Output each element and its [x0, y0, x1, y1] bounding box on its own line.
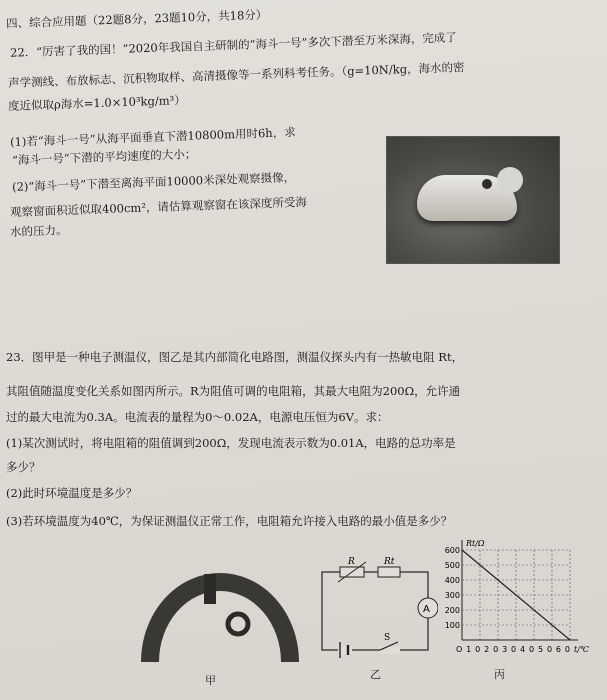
label-R: R: [348, 557, 355, 567]
figure-yi-label: 乙: [370, 668, 381, 681]
q23-sub3: (3)若环境温度为40℃，为保证测温仪正常工作，电阻箱允许接入电路的最小值是多少？: [6, 514, 453, 528]
chart-x-tick-labels: O102030405060: [456, 645, 570, 654]
section-title: 四、综合应用题（22题8分，23题10分，共18分）: [5, 7, 268, 31]
chart-y-label: Rt/Ω: [466, 539, 485, 548]
q23-sub1a: (1)某次测试时，将电阻箱的阻值调到200Ω，发现电流表示数为0.01A，电路的总功率是: [6, 436, 456, 450]
submarine-photo: [386, 136, 560, 264]
q23-line3: 过的最大电流为0.3A。电流表的量程为0～0.02A，电源电压恒为6V。求：: [6, 410, 389, 424]
circuit-wire: [322, 572, 428, 650]
label-Rt: Rt: [384, 557, 395, 567]
y-tick-label: 500: [444, 561, 460, 570]
submarine-sail: [497, 167, 523, 193]
chart-y-ticks: [445, 546, 460, 630]
q22-line3: 度近似取ρ海水=1.0×10³kg/m³）: [7, 92, 186, 114]
thermistor-Rt: [378, 567, 400, 577]
q23-sub2: (2)此时环境温度是多少？: [6, 486, 138, 500]
switch-gap: [380, 646, 400, 654]
chart-x-label: t/℃: [574, 645, 589, 654]
figure-yi-circuit: [318, 556, 438, 666]
y-tick-label: 300: [444, 591, 460, 600]
thermometer-probe: [228, 614, 248, 634]
figure-jia-label: 甲: [205, 674, 216, 687]
thermometer-body: [150, 582, 290, 662]
q22-sub2a: (2)“海斗一号”下潜至离海平面10000米深处观察摄像，: [11, 170, 296, 194]
ammeter-label: A: [423, 604, 430, 615]
q22-sub2b: 观察窗面积近似取400cm²，请估算观察窗在该深度所受海: [9, 194, 308, 220]
label-S: S: [384, 633, 391, 643]
q22-sub2c: 水的压力。: [9, 223, 68, 239]
y-tick-label: 600: [444, 546, 460, 555]
q22-sub1b: “海斗一号”下潜的平均速度的大小；: [11, 146, 197, 168]
figure-bing-chart: [432, 532, 602, 664]
q23-sub1b: 多少？: [6, 460, 41, 474]
q23-line1: 23．图甲是一种电子测温仪，图乙是其内部简化电路图，测温仪探头内有一热敏电阻 Rt，: [6, 350, 464, 364]
y-tick-label: 100: [444, 621, 460, 630]
submarine-window: [482, 179, 492, 189]
q23-line2: 其阻值随温度变化关系如图丙所示。R为阻值可调的电阻箱，其最大电阻为200Ω，允许通: [6, 384, 461, 398]
q22-sub1a: (1)若“海斗一号”从海平面垂直下潜10800m用时6h，求: [9, 125, 296, 149]
y-tick-label: 400: [444, 576, 460, 585]
q22-line2: 声学测线、布放标志、沉积物取样、高清摄像等一系列科考任务。（g=10N/kg，海水的密: [7, 60, 465, 90]
y-tick-label: 200: [444, 606, 460, 615]
figure-bing-label: 丙: [494, 668, 505, 681]
thermometer-display: [204, 574, 216, 604]
q22-line1: 22．“厉害了我的国！”2020年我国自主研制的“海斗一号”多次下潜至万米深海，完成了: [9, 30, 458, 60]
figure-jia: [140, 562, 300, 672]
